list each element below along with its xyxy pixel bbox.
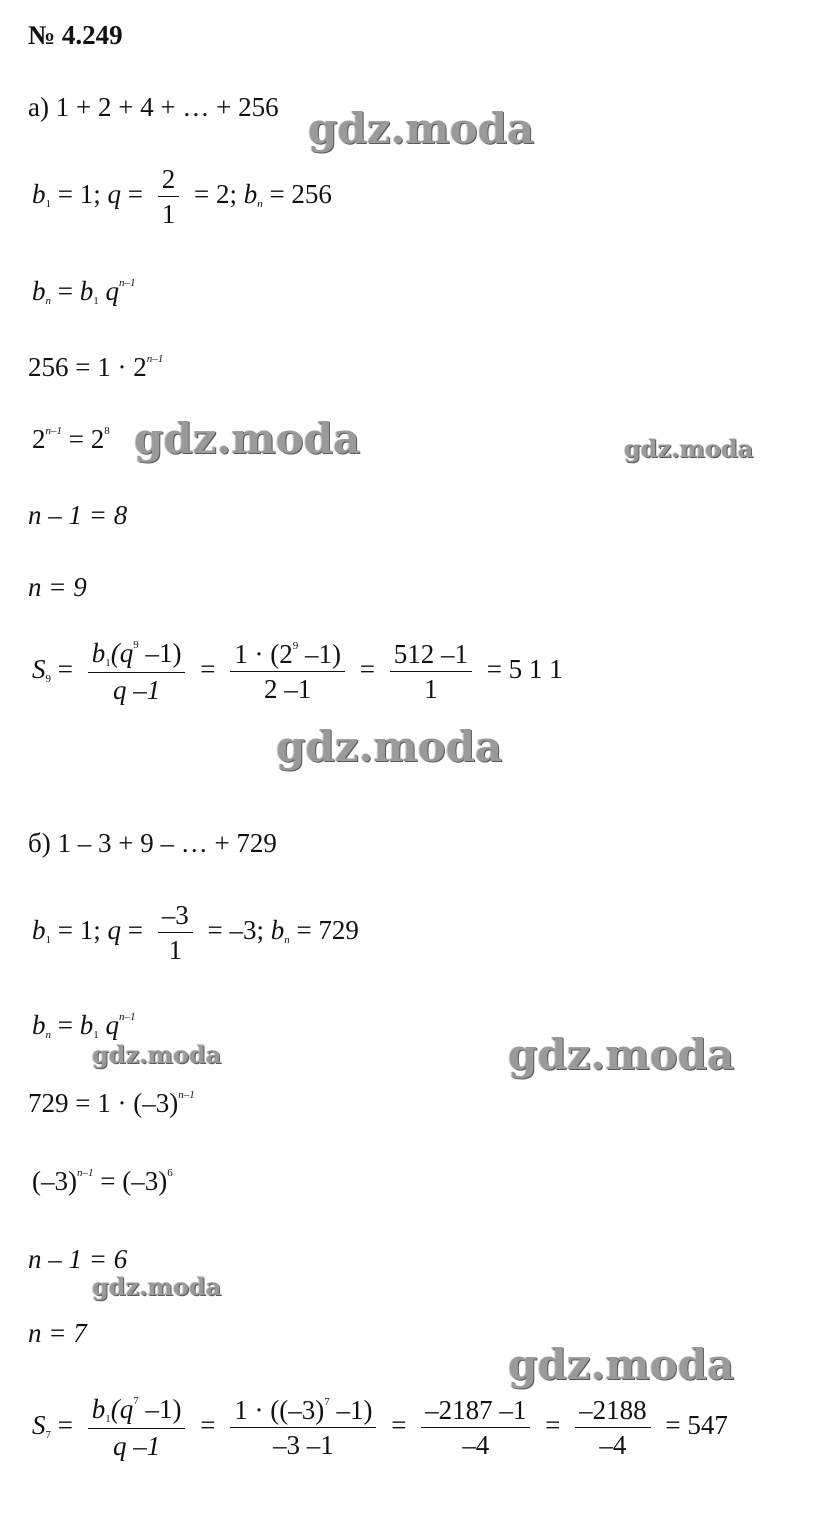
part-a-header: а) 1 + 2 + 4 + … + 256 xyxy=(28,92,279,122)
part-a-line6: n = 9 xyxy=(28,572,87,602)
watermark-6: gdz.moda xyxy=(508,1030,735,1079)
part-a-given: $b_1 = 1$; q = $\frac{2}{1}$ = 2; $b_n = 256$ xyxy=(32,164,332,229)
part-b-line4: $(-3)^{n-1} = (-3)^6$ xyxy=(32,1166,173,1196)
part-b-header: б) 1 – 3 + 9 – … + 729 xyxy=(28,828,277,858)
part-a-line4: $2^{n-1} = 2^8$ xyxy=(32,424,110,454)
problem-number: № 4.249 xyxy=(28,20,123,50)
part-b-given: $b_1 = 1$; q = $\frac{-3}{1}$ = –3; $b_n = 729$ xyxy=(32,900,359,965)
part-b-formula: $b_n = b_1$ $q^{n-1}$ xyxy=(32,1010,136,1041)
part-a-formula: $b_n = b_1$ $q^{n-1}$ xyxy=(32,276,136,307)
watermark-3: gdz.moda xyxy=(624,434,754,463)
watermark-5: gdz.moda xyxy=(92,1040,222,1069)
watermark-7: gdz.moda xyxy=(92,1272,222,1301)
part-a-line5: n – 1 = 8 xyxy=(28,500,128,530)
part-b-sum: $S_7$ = $\frac{b_1(q^7 -1)}{q -1}$ = $\frac{1 \cdot ((-3)^7 -1)}{-3 -1}$ = $\frac{-2187 -1}{-4}$ = $\frac{-2188}{-4}$ = 547 xyxy=(32,1394,728,1461)
part-b-line3: $729 = 1 \cdot (-3)^{n-1}$ xyxy=(28,1088,195,1118)
watermark-4: gdz.moda xyxy=(276,722,503,771)
part-a-line3: $256 = 1 \cdot 2^{n-1}$ xyxy=(28,352,164,382)
part-a-sum: $S_9$ = $\frac{b_1(q^9 -1)}{q -1}$ = $\frac{1 \cdot (2^9 -1)}{2 -1}$ = $\frac{512 -1}{1}$ = 5 1 1 xyxy=(32,638,563,705)
part-b-line6: n = 7 xyxy=(28,1318,87,1348)
part-b-line5: n – 1 = 6 xyxy=(28,1244,128,1274)
watermark-1: gdz.moda xyxy=(308,104,535,153)
watermark-8: gdz.moda xyxy=(508,1340,735,1389)
watermark-2: gdz.moda xyxy=(134,414,361,463)
